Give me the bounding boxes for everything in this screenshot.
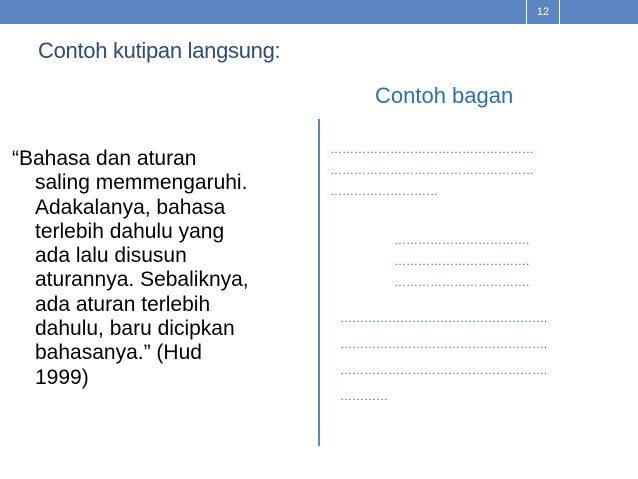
- quote-line: terlebih dahulu yang: [35, 219, 225, 243]
- quote-line: bahasanya.” (Hud: [35, 341, 202, 365]
- quote-line: aturannya. Sebaliknya,: [35, 268, 249, 292]
- quote-text: [12, 147, 312, 390]
- top-bar: [0, 0, 638, 24]
- quote-line: “Bahasa dan aturan: [12, 147, 197, 170]
- diagram-placeholder-group-1: [330, 139, 598, 202]
- placeholder-dots-line: ……………………………………………: [330, 163, 534, 177]
- diagram-subtitle: Contoh bagan: [375, 83, 514, 108]
- placeholder-dots-line: …………: [340, 389, 388, 403]
- placeholder-dots-line: …………………………….: [394, 275, 530, 289]
- diagram-placeholder-group-3: [340, 305, 602, 409]
- placeholder-dots-line: …………………………………………….: [340, 363, 548, 377]
- page-number: 12: [526, 0, 560, 24]
- diagram-placeholder-group-2: [394, 230, 566, 293]
- quote-line: saling memmengaruhi.: [35, 171, 248, 195]
- quote-line: ada aturan terlebih: [35, 292, 211, 316]
- placeholder-dots-line: …………………………………………….: [340, 311, 548, 325]
- placeholder-dots-line: ………………………: [330, 184, 438, 198]
- placeholder-dots-line: …………………………….: [394, 233, 530, 247]
- quote-line: dahulu, baru dicipkan: [35, 317, 235, 341]
- placeholder-dots-line: …………………………….: [394, 254, 530, 268]
- vertical-divider: [318, 119, 320, 446]
- quote-line: 1999): [35, 365, 89, 389]
- quote-line: Adakalanya, bahasa: [35, 195, 226, 219]
- slide-title: Contoh kutipan langsung:: [38, 38, 281, 63]
- placeholder-dots-line: …………………………………………….: [340, 337, 548, 351]
- quote-line: ada lalu disusun: [35, 244, 187, 268]
- placeholder-dots-line: ……………………………………………: [330, 142, 534, 156]
